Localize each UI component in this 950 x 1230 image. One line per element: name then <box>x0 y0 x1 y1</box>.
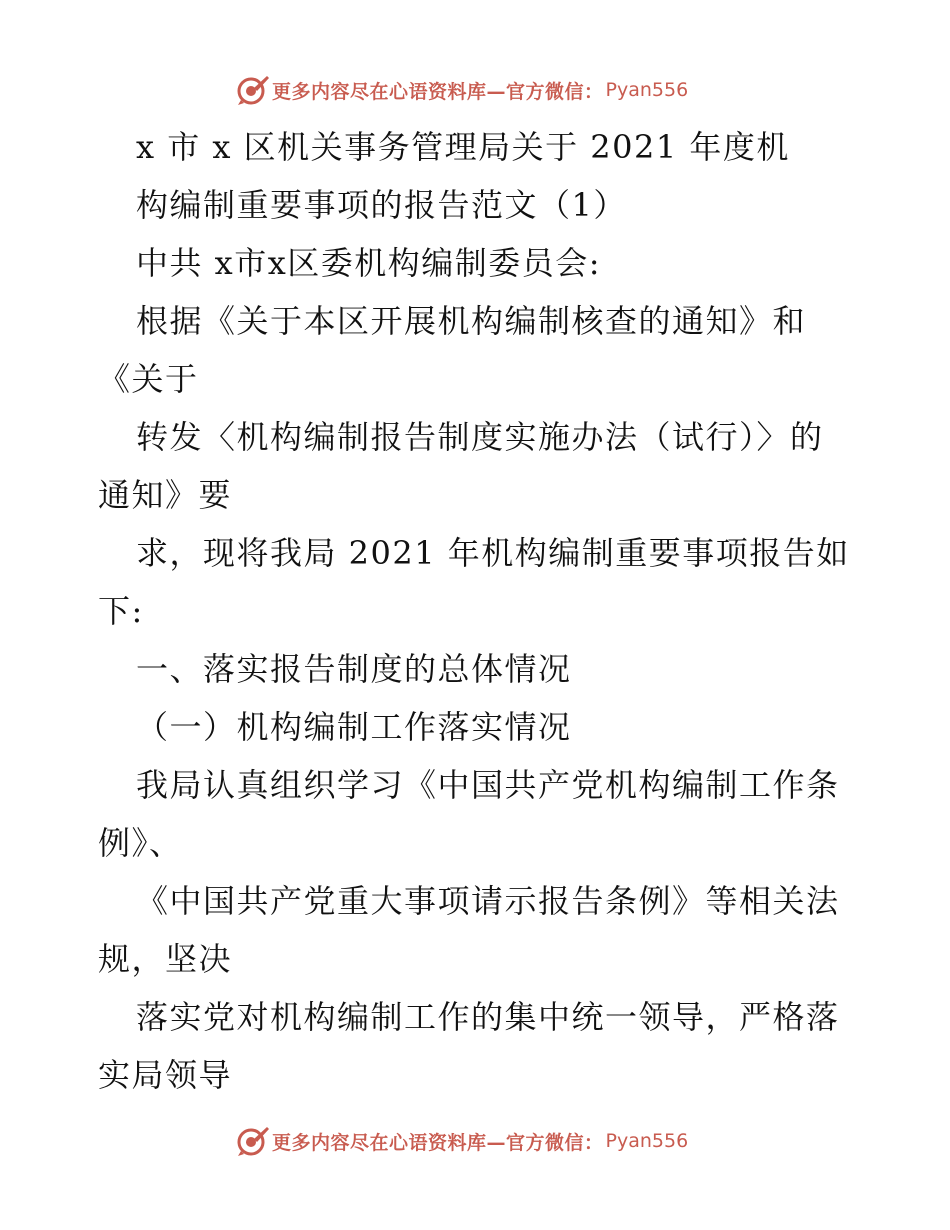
text-line: 《关于 <box>98 360 199 398</box>
text-line: 规，坚决 <box>98 940 233 978</box>
watermark-text: 更多内容尽在心语资料库—官方微信： <box>272 1131 604 1154</box>
text-line: x 市 x 区机关事务管理局关于 2021 年度机 <box>136 128 790 166</box>
watermark-header <box>236 72 688 108</box>
watermark-wechat-id: Pyan556 <box>605 79 689 101</box>
text-line: 转发〈机构编制报告制度实施办法（试行）〉的 <box>136 418 824 456</box>
text-line: 中共 x市x区委机构编制委员会: <box>136 244 602 282</box>
text-line: 构编制重要事项的报告范文（1） <box>136 186 627 224</box>
text-line: 《中国共产党重大事项请示报告条例》等相关法 <box>136 882 840 920</box>
watermark-text: 更多内容尽在心语资料库—官方微信： <box>272 80 604 103</box>
document-body <box>98 118 858 1104</box>
text-line: （一）机构编制工作落实情况 <box>136 708 572 746</box>
pen-logo-icon <box>236 73 270 107</box>
pen-logo-icon <box>236 1124 270 1158</box>
text-line: 落实党对机构编制工作的集中统一领导，严格落 <box>136 998 840 1036</box>
text-line: 我局认真组织学习《中国共产党机构编制工作条 <box>136 766 840 804</box>
watermark-wechat-id: Pyan556 <box>605 1130 689 1152</box>
text-line: 一、落实报告制度的总体情况 <box>136 650 572 688</box>
text-line: 例》、 <box>98 824 183 862</box>
text-line: 下: <box>98 592 144 630</box>
text-line: 通知》要 <box>98 476 233 514</box>
text-line: 实局领导 <box>98 1056 233 1094</box>
watermark-footer <box>236 1123 688 1159</box>
text-line: 根据《关于本区开展机构编制核查的通知》和 <box>136 302 807 340</box>
text-line: 求，现将我局 2021 年机构编制重要事项报告如 <box>136 534 850 572</box>
